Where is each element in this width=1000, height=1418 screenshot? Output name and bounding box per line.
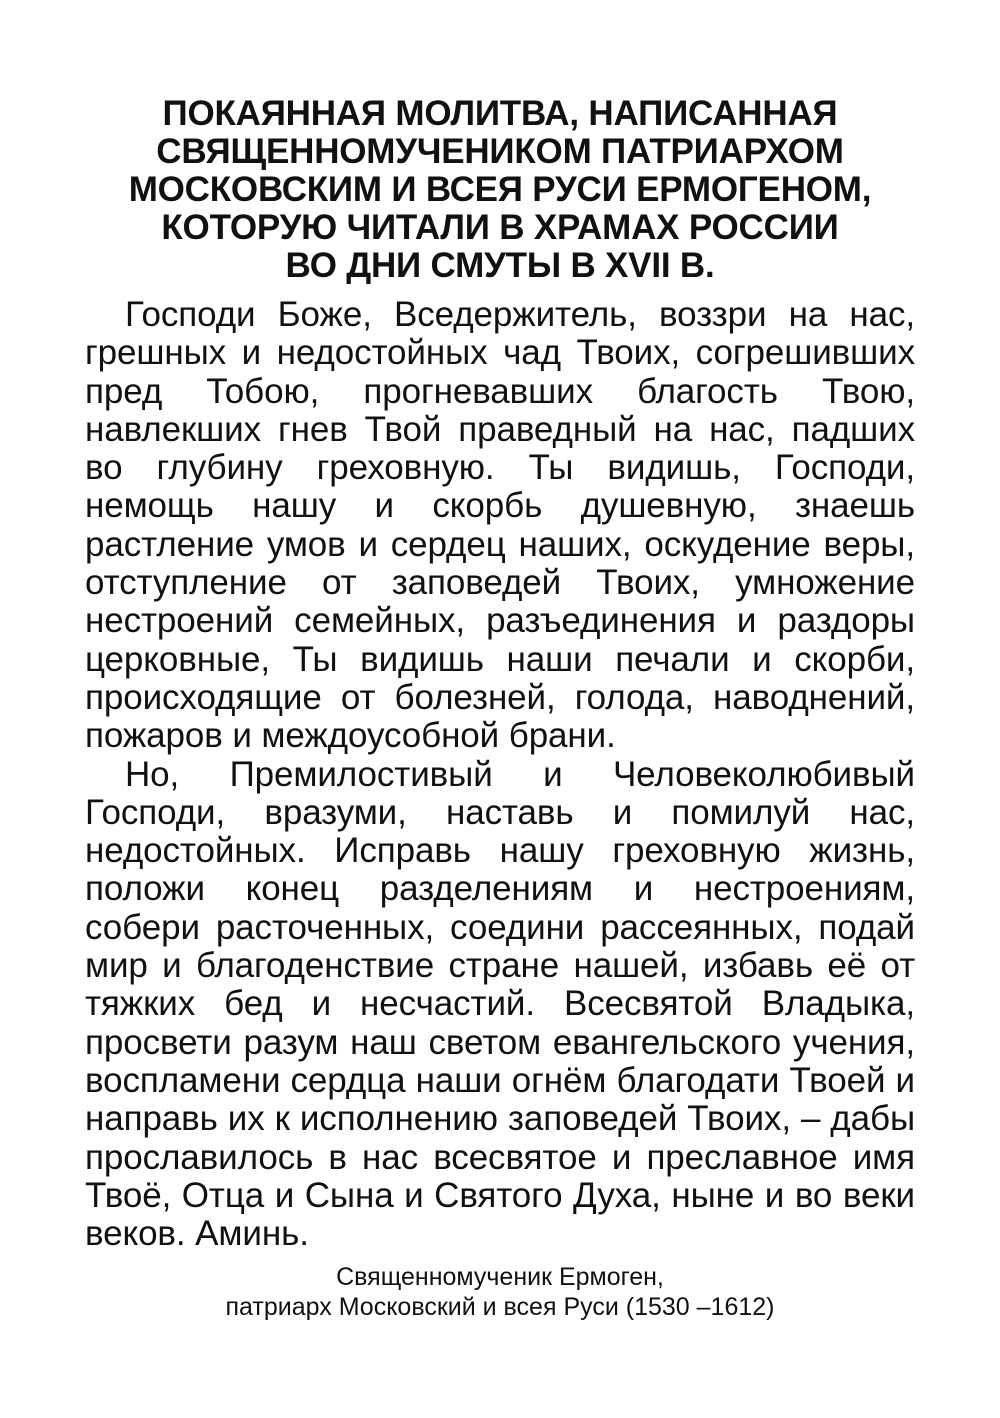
prayer-body <box>85 296 915 1253</box>
signature-author: Священномученик Ермоген, <box>336 1263 664 1291</box>
signature-title: патриарх Московский и всея Руси (1530 –1612) <box>225 1293 775 1321</box>
title-line: МОСКОВСКИМ И ВСЕЯ РУСИ ЕРМОГЕНОМ, <box>128 170 872 209</box>
title-line: КОТОРУЮ ЧИТАЛИ В ХРАМАХ РОССИИ <box>161 208 839 247</box>
prayer-paragraph: Господи Боже, Вседержитель, воззри на нас, грешных и недостойных чад Твоих, согрешивших пред Тобою, прогневавших благость Твою, навлекших гнев Твой праведный на нас, падших во глубину греховную. Ты видишь, Господи, немощь нашу и скорбь душевную, знаешь растление умов и сердец наших, оскудение веры, отступление от заповедей Твоих, умножение нестроений семейных, разъединения и раздоры церковные, Ты видишь наши печали и скорби, происходящие от болезней, голода, наводнений, пожаров и междоусобной брани. <box>85 295 915 756</box>
document-page <box>85 95 915 1253</box>
title-line: ВО ДНИ СМУТЫ В XVII В. <box>285 246 715 285</box>
title-line: ПОКАЯННАЯ МОЛИТВА, НАПИСАННАЯ <box>162 94 838 133</box>
title-line: СВЯЩЕННОМУЧЕНИКОМ ПАТРИАРХОМ <box>156 132 844 171</box>
prayer-title <box>85 95 915 285</box>
prayer-paragraph: Но, Премилостивый и Человеколюбивый Господи, вразуми, наставь и помилуй нас, недостойных. Исправь нашу греховную жизнь, положи конец разделениям и нестроениям, собери расточенных, соедини рассеянных, подай мир и благоденствие стране нашей, избавь её от тяжких бед и несчастий. Всесвятой Владыка, просвети разум наш светом евангельского учения, воспламени сердца наши огнём благодати Твоей и направь их к исполнению заповедей Твоих, – дабы прославилось в нас всесвятое и преславное имя Твоё, Отца и Сына и Святого Духа, ныне и во веки веков. Аминь. <box>85 754 915 1254</box>
signature <box>0 1262 1000 1322</box>
